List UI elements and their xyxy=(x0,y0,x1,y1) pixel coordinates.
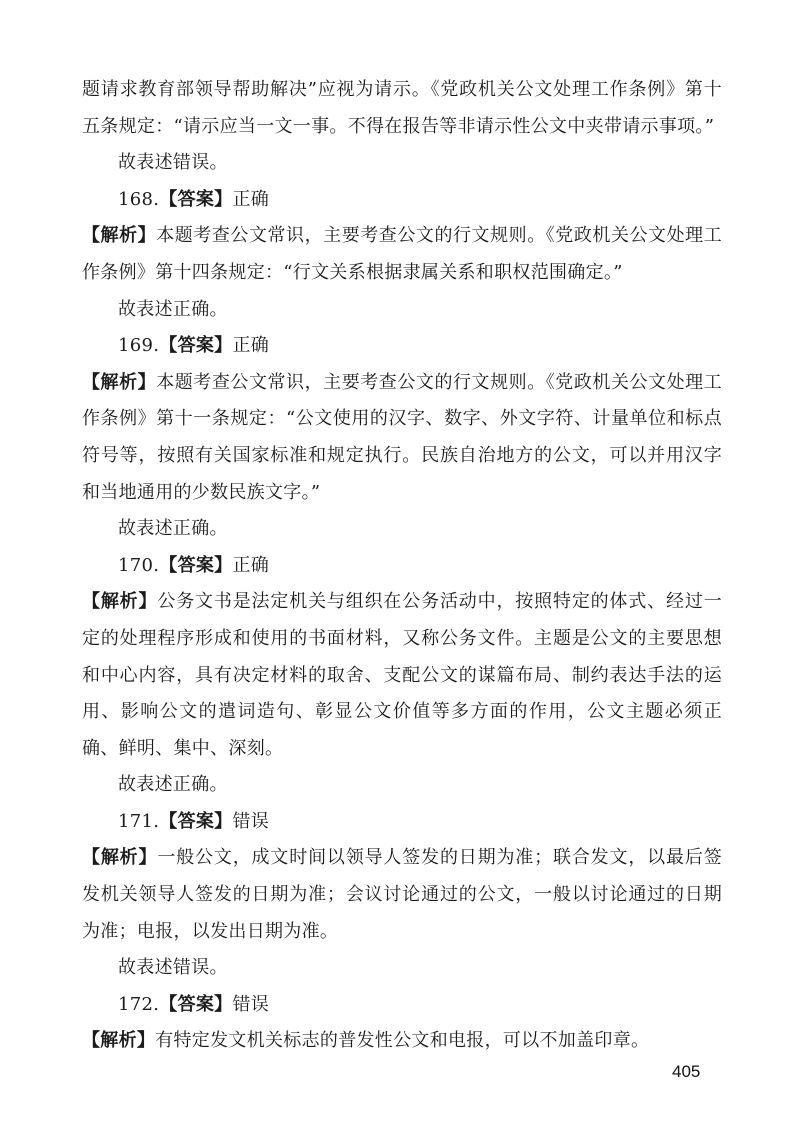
analysis-text: 本题考查公文常识，主要考查公文的行文规则。《党政机关公文处理工作条例》第十四条规定：“行文关系根据隶属关系和职权范围确定。” xyxy=(82,225,722,283)
item-number: 168. xyxy=(118,188,160,210)
answer-line-168 xyxy=(82,182,722,219)
analysis-paragraph-168 xyxy=(82,218,722,291)
answer-tag: 【答案】 xyxy=(159,554,233,576)
analysis-tag: 【解析】 xyxy=(82,1030,156,1052)
answer-tag: 【答案】 xyxy=(159,810,233,832)
answer-tag: 【答案】 xyxy=(159,335,233,357)
answer-line-170 xyxy=(82,548,722,585)
conclusion-170: 故表述正确。 xyxy=(118,774,228,796)
page-number: 405 xyxy=(672,1062,701,1081)
item-number: 171. xyxy=(118,810,160,832)
analysis-paragraph-171 xyxy=(82,840,722,950)
analysis-paragraph-170 xyxy=(82,584,722,767)
analysis-paragraph-169 xyxy=(82,365,722,511)
answer-value: 正确 xyxy=(232,188,270,210)
item-number: 172. xyxy=(118,993,160,1015)
answer-value: 正确 xyxy=(232,335,270,357)
answer-value: 错误 xyxy=(232,993,270,1015)
intro-paragraph: 题请求教育部领导帮助解决”应视为请示。《党政机关公文处理工作条例》第十五条规定：“请示应当一文一事。不得在报告等非请示性公文中夹带请示事项。” xyxy=(82,79,722,137)
analysis-tag: 【解析】 xyxy=(82,591,158,613)
conclusion-169: 故表述正确。 xyxy=(118,518,228,540)
answer-line-171 xyxy=(82,804,722,841)
item-number: 169. xyxy=(118,335,160,357)
answer-value: 错误 xyxy=(232,810,270,832)
analysis-text: 一般公文，成文时间以领导人签发的日期为准；联合发文，以最后签发机关领导人签发的日期为准；会议讨论通过的公文，一般以讨论通过的日期为准；电报，以发出日期为准。 xyxy=(82,847,722,942)
answer-tag: 【答案】 xyxy=(159,188,233,210)
answer-tag: 【答案】 xyxy=(159,993,233,1015)
analysis-text: 本题考查公文常识，主要考查公文的行文规则。《党政机关公文处理工作条例》第十一条规定：“公文使用的汉字、数字、外文字符、计量单位和标点符号等，按照有关国家标准和规定执行。民族自治地方的公文，可以并用汉字和当地通用的少数民族文字。” xyxy=(82,371,722,503)
analysis-tag: 【解析】 xyxy=(82,847,158,869)
analysis-tag: 【解析】 xyxy=(82,371,157,393)
analysis-text: 公务文书是法定机关与组织在公务活动中，按照特定的体式、经过一定的处理程序形成和使用的书面材料，又称公务文件。主题是公文的主要思想和中心内容，具有决定材料的取舍、支配公文的谋篇布局、制约表达手法的运用、影响公文的遣词造句、彰显公文价值等多方面的作用，公文主题必须正确、鲜明、集中、深刻。 xyxy=(82,591,722,759)
conclusion-167: 故表述错误。 xyxy=(118,152,228,174)
conclusion-171: 故表述错误。 xyxy=(118,957,228,979)
answer-line-172 xyxy=(82,987,722,1024)
item-number: 170. xyxy=(118,554,160,576)
conclusion-168: 故表述正确。 xyxy=(118,298,228,320)
analysis-tag: 【解析】 xyxy=(82,225,157,247)
analysis-text: 有特定发文机关标志的普发性公文和电报，可以不加盖印章。 xyxy=(155,1030,650,1052)
page-content xyxy=(82,72,722,1060)
analysis-paragraph-172 xyxy=(82,1023,722,1060)
answer-line-169 xyxy=(82,328,722,365)
answer-value: 正确 xyxy=(232,554,270,576)
